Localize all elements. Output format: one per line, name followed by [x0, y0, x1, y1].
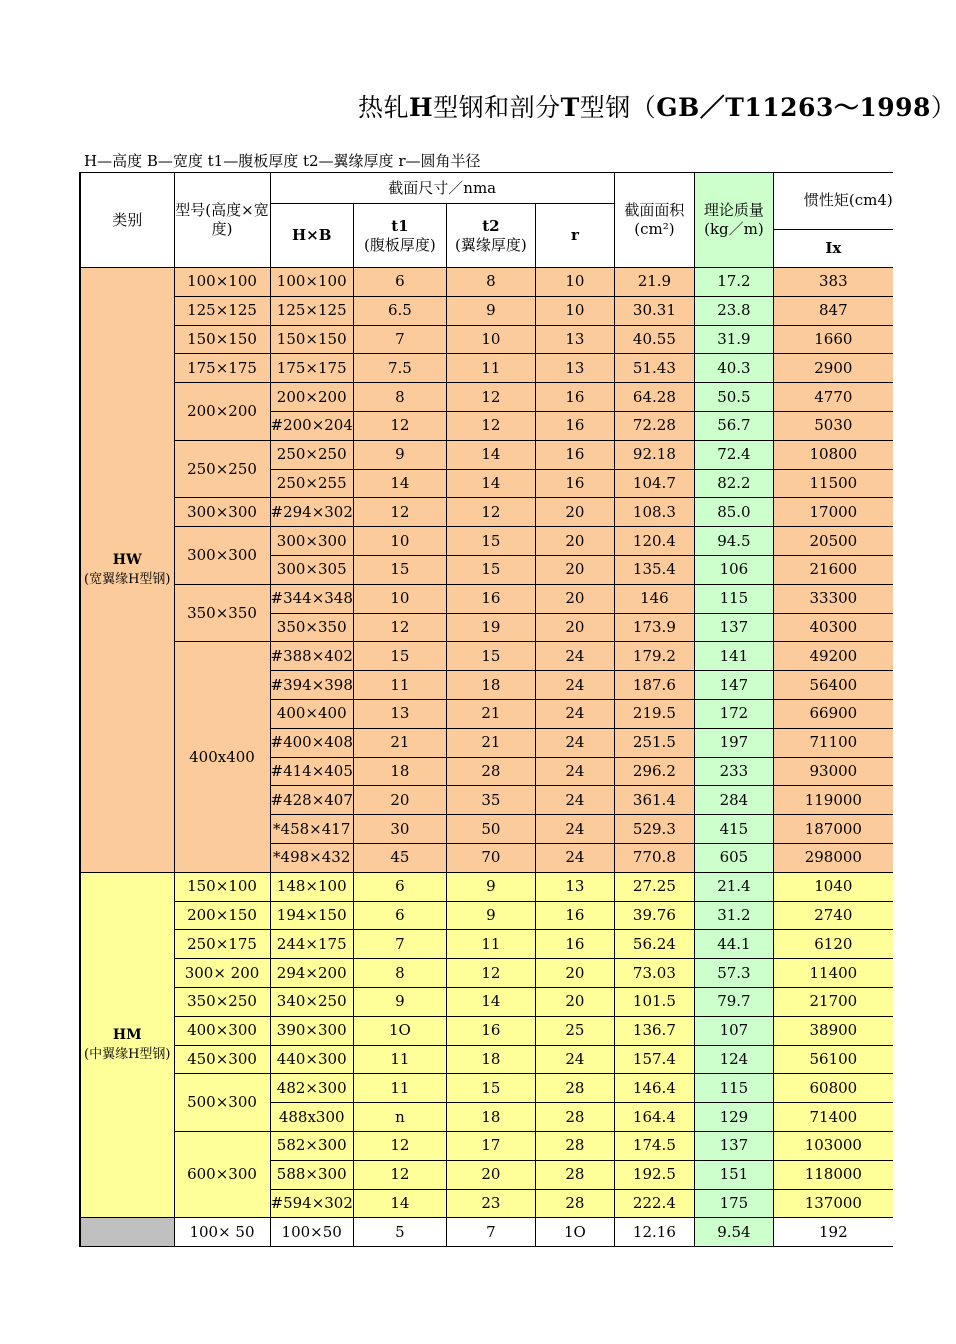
t2-cell: 15	[446, 642, 535, 671]
hxb-cell: 150×150	[270, 325, 353, 354]
r-cell: 28	[535, 1131, 614, 1160]
mass-cell: 17.2	[694, 268, 773, 297]
model-cell: 500×300	[174, 1074, 270, 1132]
mass-cell: 175	[694, 1189, 773, 1218]
t1-cell: 12	[353, 411, 446, 440]
area-cell: 173.9	[614, 613, 694, 642]
t2-cell: 16	[446, 1016, 535, 1045]
hxb-cell: 125×125	[270, 296, 353, 325]
t2-cell: 8	[446, 268, 535, 297]
t2-cell: 18	[446, 1045, 535, 1074]
r-cell: 20	[535, 555, 614, 584]
area-cell: 27.25	[614, 872, 694, 901]
model-cell: 350×250	[174, 987, 270, 1016]
mass-cell: 31.9	[694, 325, 773, 354]
t2-cell: 50	[446, 815, 535, 844]
page-title: 热轧H型钢和剖分T型钢（GB／T11263～1998）	[358, 93, 956, 122]
mass-cell: 141	[694, 642, 773, 671]
mass-cell: 57.3	[694, 959, 773, 988]
category-hw: HW (宽翼缘H型钢)	[80, 268, 174, 873]
hxb-cell: 350×350	[270, 613, 353, 642]
ix-cell: 56400	[773, 671, 892, 700]
ix-cell: 40300	[773, 613, 892, 642]
model-cell: 150×100	[174, 872, 270, 901]
r-cell: 20	[535, 613, 614, 642]
r-cell: 16	[535, 440, 614, 469]
model-cell: 250×250	[174, 440, 270, 498]
category-cell	[80, 1218, 174, 1247]
r-cell: 20	[535, 584, 614, 613]
ix-cell: 103000	[773, 1131, 892, 1160]
r-cell: 13	[535, 872, 614, 901]
area-cell: 101.5	[614, 987, 694, 1016]
table-row	[80, 296, 893, 325]
mass-cell: 284	[694, 786, 773, 815]
hxb-cell: 100×100	[270, 268, 353, 297]
ix-cell: 56100	[773, 1045, 892, 1074]
t1-cell: 45	[353, 843, 446, 872]
area-cell: 92.18	[614, 440, 694, 469]
hxb-cell: 250×255	[270, 469, 353, 498]
t2-cell: 12	[446, 959, 535, 988]
area-cell: 361.4	[614, 786, 694, 815]
header-mass: 理论质量(kg／m)	[694, 173, 773, 268]
t1-cell: 11	[353, 1074, 446, 1103]
r-cell: 24	[535, 757, 614, 786]
t1-cell: 14	[353, 469, 446, 498]
table-row	[80, 440, 893, 469]
hxb-cell: 440×300	[270, 1045, 353, 1074]
hxb-cell: 200×200	[270, 383, 353, 412]
r-cell: 28	[535, 1103, 614, 1132]
model-cell: 600×300	[174, 1131, 270, 1217]
ix-cell: 4770	[773, 383, 892, 412]
area-cell: 296.2	[614, 757, 694, 786]
model-cell: 400×300	[174, 1016, 270, 1045]
mass-cell: 197	[694, 728, 773, 757]
ix-cell: 71100	[773, 728, 892, 757]
area-cell: 146.4	[614, 1074, 694, 1103]
table-row	[80, 383, 893, 412]
t1-cell: 11	[353, 1045, 446, 1074]
hxb-cell: 582×300	[270, 1131, 353, 1160]
area-cell: 39.76	[614, 901, 694, 930]
t2-cell: 17	[446, 1131, 535, 1160]
t2-cell: 14	[446, 469, 535, 498]
mass-cell: 172	[694, 699, 773, 728]
mass-cell: 106	[694, 555, 773, 584]
mass-cell: 79.7	[694, 987, 773, 1016]
t1-cell: 18	[353, 757, 446, 786]
model-cell: 400x400	[174, 642, 270, 872]
model-cell: 200×200	[174, 383, 270, 441]
area-cell: 30.31	[614, 296, 694, 325]
table-row	[80, 268, 893, 297]
t1-cell: 12	[353, 1160, 446, 1189]
r-cell: 25	[535, 1016, 614, 1045]
ix-cell: 2900	[773, 354, 892, 383]
area-cell: 157.4	[614, 1045, 694, 1074]
hxb-cell: *498×432	[270, 843, 353, 872]
ix-cell: 49200	[773, 642, 892, 671]
t1-cell: 13	[353, 699, 446, 728]
mass-cell: 21.4	[694, 872, 773, 901]
hxb-cell: 482×300	[270, 1074, 353, 1103]
mass-cell: 147	[694, 671, 773, 700]
model-cell: 300×300	[174, 527, 270, 585]
table-row	[80, 930, 893, 959]
hxb-cell: 294×200	[270, 959, 353, 988]
ix-cell: 21700	[773, 987, 892, 1016]
hxb-cell: 340×250	[270, 987, 353, 1016]
hxb-cell: 194×150	[270, 901, 353, 930]
t2-cell: 21	[446, 699, 535, 728]
hxb-cell: #394×398	[270, 671, 353, 700]
mass-cell: 137	[694, 1131, 773, 1160]
hxb-cell: #400×408	[270, 728, 353, 757]
r-cell: 24	[535, 671, 614, 700]
hxb-cell: 488x300	[270, 1103, 353, 1132]
model-cell: 150×150	[174, 325, 270, 354]
t2-cell: 20	[446, 1160, 535, 1189]
ix-cell: 137000	[773, 1189, 892, 1218]
t1-cell: 30	[353, 815, 446, 844]
table-row	[80, 354, 893, 383]
t1-cell: 15	[353, 642, 446, 671]
area-cell: 72.28	[614, 411, 694, 440]
hxb-cell: #294×302	[270, 498, 353, 527]
table-row	[80, 987, 893, 1016]
ix-cell: 17000	[773, 498, 892, 527]
table-row	[80, 959, 893, 988]
t2-cell: 9	[446, 872, 535, 901]
table-row	[80, 1131, 893, 1160]
r-cell: 24	[535, 642, 614, 671]
area-cell: 135.4	[614, 555, 694, 584]
t1-cell: 15	[353, 555, 446, 584]
ix-cell: 847	[773, 296, 892, 325]
r-cell: 20	[535, 987, 614, 1016]
area-cell: 21.9	[614, 268, 694, 297]
t2-cell: 12	[446, 411, 535, 440]
hxb-cell: *458×417	[270, 815, 353, 844]
model-cell: 300× 200	[174, 959, 270, 988]
t2-cell: 15	[446, 527, 535, 556]
mass-cell: 44.1	[694, 930, 773, 959]
t2-cell: 11	[446, 354, 535, 383]
area-cell: 56.24	[614, 930, 694, 959]
ix-cell: 192	[773, 1218, 892, 1247]
ix-cell: 33300	[773, 584, 892, 613]
ix-cell: 71400	[773, 1103, 892, 1132]
mass-cell: 605	[694, 843, 773, 872]
t1-cell: 9	[353, 440, 446, 469]
ix-cell: 118000	[773, 1160, 892, 1189]
table-row	[80, 1045, 893, 1074]
model-cell: 125×125	[174, 296, 270, 325]
t2-cell: 12	[446, 383, 535, 412]
hxb-cell: 300×305	[270, 555, 353, 584]
t1-cell: 11	[353, 671, 446, 700]
t2-cell: 9	[446, 296, 535, 325]
table-row	[80, 325, 893, 354]
area-cell: 40.55	[614, 325, 694, 354]
mass-cell: 72.4	[694, 440, 773, 469]
t2-cell: 14	[446, 987, 535, 1016]
model-cell: 100× 50	[174, 1218, 270, 1247]
table-row	[80, 1074, 893, 1103]
t2-cell: 21	[446, 728, 535, 757]
header-t2: t2 (翼缘厚度)	[446, 204, 535, 268]
t2-cell: 35	[446, 786, 535, 815]
mass-cell: 107	[694, 1016, 773, 1045]
hxb-cell: #388×402	[270, 642, 353, 671]
mass-cell: 94.5	[694, 527, 773, 556]
table-row	[80, 527, 893, 556]
table-row	[80, 872, 893, 901]
hxb-cell: #414×405	[270, 757, 353, 786]
table-row	[80, 901, 893, 930]
t1-cell: 12	[353, 613, 446, 642]
mass-cell: 31.2	[694, 901, 773, 930]
model-cell: 350×350	[174, 584, 270, 642]
table-row	[80, 498, 893, 527]
ix-cell: 383	[773, 268, 892, 297]
t2-cell: 70	[446, 843, 535, 872]
hxb-cell: 100×50	[270, 1218, 353, 1247]
header-inertia: 惯性矩(cm4)	[773, 173, 892, 230]
area-cell: 770.8	[614, 843, 694, 872]
area-cell: 192.5	[614, 1160, 694, 1189]
t2-cell: 15	[446, 1074, 535, 1103]
ix-cell: 38900	[773, 1016, 892, 1045]
ix-cell: 1040	[773, 872, 892, 901]
symbol-legend: H—高度 B—宽度 t1—腹板厚度 t2—翼缘厚度 r—圆角半径	[84, 152, 481, 170]
ix-cell: 2740	[773, 901, 892, 930]
model-cell: 200×150	[174, 901, 270, 930]
t2-cell: 18	[446, 671, 535, 700]
t2-cell: 10	[446, 325, 535, 354]
hxb-cell: 300×300	[270, 527, 353, 556]
ix-cell: 21600	[773, 555, 892, 584]
header-section-size: 截面尺寸／nma	[270, 173, 614, 204]
area-cell: 64.28	[614, 383, 694, 412]
t1-cell: 14	[353, 1189, 446, 1218]
r-cell: 24	[535, 1045, 614, 1074]
mass-cell: 124	[694, 1045, 773, 1074]
hxb-cell: #594×302	[270, 1189, 353, 1218]
t1-cell: 6	[353, 901, 446, 930]
t1-cell: 12	[353, 1131, 446, 1160]
h-beam-table	[79, 172, 893, 1247]
t1-cell: 9	[353, 987, 446, 1016]
r-cell: 20	[535, 527, 614, 556]
model-cell: 450×300	[174, 1045, 270, 1074]
t1-cell: 21	[353, 728, 446, 757]
r-cell: 20	[535, 959, 614, 988]
r-cell: 13	[535, 325, 614, 354]
table-row	[80, 642, 893, 671]
t1-cell: 5	[353, 1218, 446, 1247]
table-row	[80, 1016, 893, 1045]
r-cell: 28	[535, 1160, 614, 1189]
t2-cell: 19	[446, 613, 535, 642]
t1-cell: 12	[353, 498, 446, 527]
mass-cell: 50.5	[694, 383, 773, 412]
mass-cell: 85.0	[694, 498, 773, 527]
hxb-cell: 148×100	[270, 872, 353, 901]
mass-cell: 56.7	[694, 411, 773, 440]
ix-cell: 1660	[773, 325, 892, 354]
r-cell: 28	[535, 1074, 614, 1103]
mass-cell: 115	[694, 1074, 773, 1103]
t1-cell: 10	[353, 584, 446, 613]
mass-cell: 82.2	[694, 469, 773, 498]
hxb-cell: 250×250	[270, 440, 353, 469]
r-cell: 28	[535, 1189, 614, 1218]
ix-cell: 187000	[773, 815, 892, 844]
area-cell: 120.4	[614, 527, 694, 556]
ix-cell: 66900	[773, 699, 892, 728]
area-cell: 73.03	[614, 959, 694, 988]
t1-cell: 10	[353, 527, 446, 556]
header-area: 截面面积(cm²)	[614, 173, 694, 268]
area-cell: 251.5	[614, 728, 694, 757]
area-cell: 164.4	[614, 1103, 694, 1132]
t1-cell: n	[353, 1103, 446, 1132]
r-cell: 1O	[535, 1218, 614, 1247]
r-cell: 24	[535, 843, 614, 872]
t2-cell: 7	[446, 1218, 535, 1247]
mass-cell: 9.54	[694, 1218, 773, 1247]
t2-cell: 23	[446, 1189, 535, 1218]
r-cell: 10	[535, 268, 614, 297]
t1-cell: 7.5	[353, 354, 446, 383]
t2-cell: 28	[446, 757, 535, 786]
r-cell: 16	[535, 383, 614, 412]
t2-cell: 15	[446, 555, 535, 584]
mass-cell: 151	[694, 1160, 773, 1189]
area-cell: 136.7	[614, 1016, 694, 1045]
r-cell: 10	[535, 296, 614, 325]
model-cell: 300×300	[174, 498, 270, 527]
t2-cell: 12	[446, 498, 535, 527]
r-cell: 20	[535, 498, 614, 527]
t1-cell: 8	[353, 383, 446, 412]
t2-cell: 18	[446, 1103, 535, 1132]
area-cell: 104.7	[614, 469, 694, 498]
mass-cell: 233	[694, 757, 773, 786]
r-cell: 24	[535, 728, 614, 757]
t1-cell: 6	[353, 872, 446, 901]
header-r: r	[535, 204, 614, 268]
t1-cell: 6	[353, 268, 446, 297]
t2-cell: 14	[446, 440, 535, 469]
area-cell: 146	[614, 584, 694, 613]
mass-cell: 40.3	[694, 354, 773, 383]
area-cell: 12.16	[614, 1218, 694, 1247]
hxb-cell: 400×400	[270, 699, 353, 728]
header-hxb: H×B	[270, 204, 353, 268]
header-ix: Ix	[773, 229, 892, 268]
table-row	[80, 584, 893, 613]
area-cell: 179.2	[614, 642, 694, 671]
area-cell: 174.5	[614, 1131, 694, 1160]
r-cell: 16	[535, 469, 614, 498]
t1-cell: 20	[353, 786, 446, 815]
mass-cell: 415	[694, 815, 773, 844]
ix-cell: 20500	[773, 527, 892, 556]
t2-cell: 16	[446, 584, 535, 613]
r-cell: 16	[535, 411, 614, 440]
t1-cell: 7	[353, 325, 446, 354]
area-cell: 529.3	[614, 815, 694, 844]
t2-cell: 9	[446, 901, 535, 930]
mass-cell: 23.8	[694, 296, 773, 325]
r-cell: 13	[535, 354, 614, 383]
category-hm: HM (中翼缘H型钢)	[80, 872, 174, 1218]
model-cell: 100×100	[174, 268, 270, 297]
r-cell: 24	[535, 815, 614, 844]
ix-cell: 60800	[773, 1074, 892, 1103]
t2-cell: 11	[446, 930, 535, 959]
area-cell: 108.3	[614, 498, 694, 527]
area-cell: 51.43	[614, 354, 694, 383]
header-model: 型号(高度×宽度)	[174, 173, 270, 268]
ix-cell: 93000	[773, 757, 892, 786]
ix-cell: 11400	[773, 959, 892, 988]
model-cell: 175×175	[174, 354, 270, 383]
hxb-cell: #344×348	[270, 584, 353, 613]
t1-cell: 8	[353, 959, 446, 988]
r-cell: 16	[535, 901, 614, 930]
mass-cell: 137	[694, 613, 773, 642]
ix-cell: 11500	[773, 469, 892, 498]
hxb-cell: 390×300	[270, 1016, 353, 1045]
ix-cell: 298000	[773, 843, 892, 872]
hxb-cell: #200×204	[270, 411, 353, 440]
r-cell: 16	[535, 930, 614, 959]
ix-cell: 10800	[773, 440, 892, 469]
area-cell: 222.4	[614, 1189, 694, 1218]
area-cell: 187.6	[614, 671, 694, 700]
ix-cell: 6120	[773, 930, 892, 959]
t1-cell: 6.5	[353, 296, 446, 325]
hxb-cell: 244×175	[270, 930, 353, 959]
hxb-cell: #428×407	[270, 786, 353, 815]
ix-cell: 119000	[773, 786, 892, 815]
mass-cell: 129	[694, 1103, 773, 1132]
mass-cell: 115	[694, 584, 773, 613]
t1-cell: 1O	[353, 1016, 446, 1045]
table-row	[80, 1218, 893, 1247]
hxb-cell: 588×300	[270, 1160, 353, 1189]
ix-cell: 5030	[773, 411, 892, 440]
header-t1: t1 (腹板厚度)	[353, 204, 446, 268]
t1-cell: 7	[353, 930, 446, 959]
area-cell: 219.5	[614, 699, 694, 728]
r-cell: 24	[535, 786, 614, 815]
model-cell: 250×175	[174, 930, 270, 959]
hxb-cell: 175×175	[270, 354, 353, 383]
header-category: 类别	[80, 173, 174, 268]
r-cell: 24	[535, 699, 614, 728]
